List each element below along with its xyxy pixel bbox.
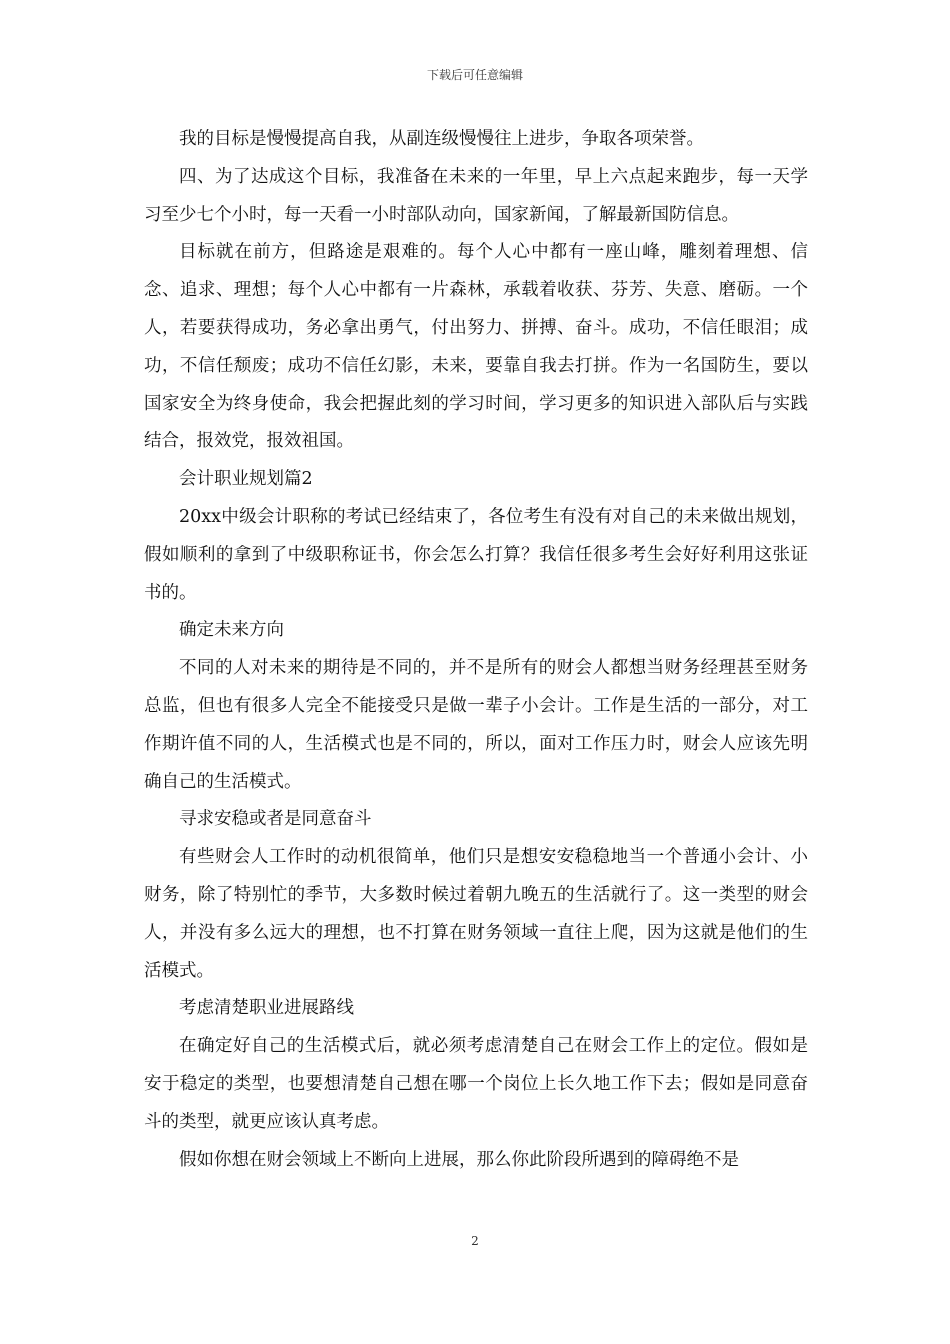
page-number: 2 [471,1234,479,1248]
subheading-direction: 确定未来方向 [179,620,284,641]
paragraph-advancement: 假如你想在财会领域上不断向上进展，那么你此阶段所遇到的障碍绝不是 [179,1149,739,1170]
document-body [144,121,808,1179]
paragraph-direction: 不同的人对未来的期待是不同的，并不是所有的财会人都想当财务经理甚至财务总监，但也有很多人完全不能接受只是做一辈子小会计。工作是生活的一部分，对工作期许值不同的人，生活模式也是不同的，所以，面对工作压力时，财会人应该先明确自己的生活模式。 [144,658,808,792]
paragraph-effort: 目标就在前方，但路途是艰难的。每个人心中都有一座山峰，雕刻着理想、信念、追求、理想；每个人心中都有一片森林，承载着收获、芬芳、失意、磨砺。一个人，若要获得成功，务必拿出勇气，付出努力、拼搏、奋斗。成功，不信任眼泪；成功，不信任颓废；成功不信任幻影，未来，要靠自我去打拼。作为一名国防生，要以国家安全为终身使命，我会把握此刻的学习时间，学习更多的知识进入部队后与实践结合，报效党，报效祖国。 [144,242,808,452]
paragraph-plan: 四、为了达成这个目标，我准备在未来的一年里，早上六点起来跑步，每一天学习至少七个小时，每一天看一小时部队动向，国家新闻，了解最新国防信息。 [144,166,808,225]
paragraph-stability: 有些财会人工作时的动机很简单，他们只是想安安稳稳地当一个普通小会计、小财务，除了特别忙的季节，大多数时候过着朝九晚五的生活就行了。这一类型的财会人，并没有多么远大的理想，也不打算在财务领域一直往上爬，因为这就是他们的生活模式。 [144,847,808,981]
paragraph-goal: 我的目标是慢慢提高自我，从副连级慢慢往上进步，争取各项荣誉。 [179,129,704,149]
paragraph-intro: 20xx中级会计职称的考试已经结束了，各位考生有没有对自己的未来做出规划，假如顺利的拿到了中级职称证书，你会怎么打算？我信任很多考生会好好利用这张证书的。 [144,506,808,603]
section-title: 会计职业规划篇2 [179,469,313,490]
subheading-stability: 寻求安稳或者是同意奋斗 [179,809,372,830]
subheading-career-path: 考虑清楚职业进展路线 [179,998,354,1019]
paragraph-career-path: 在确定好自己的生活模式后，就必须考虑清楚自己在财会工作上的定位。假如是安于稳定的类型，也要想清楚自己想在哪一个岗位上长久地工作下去；假如是同意奋斗的类型，就更应该认真考虑。 [144,1036,808,1132]
page-header: 下载后可任意编辑 [426,68,523,82]
